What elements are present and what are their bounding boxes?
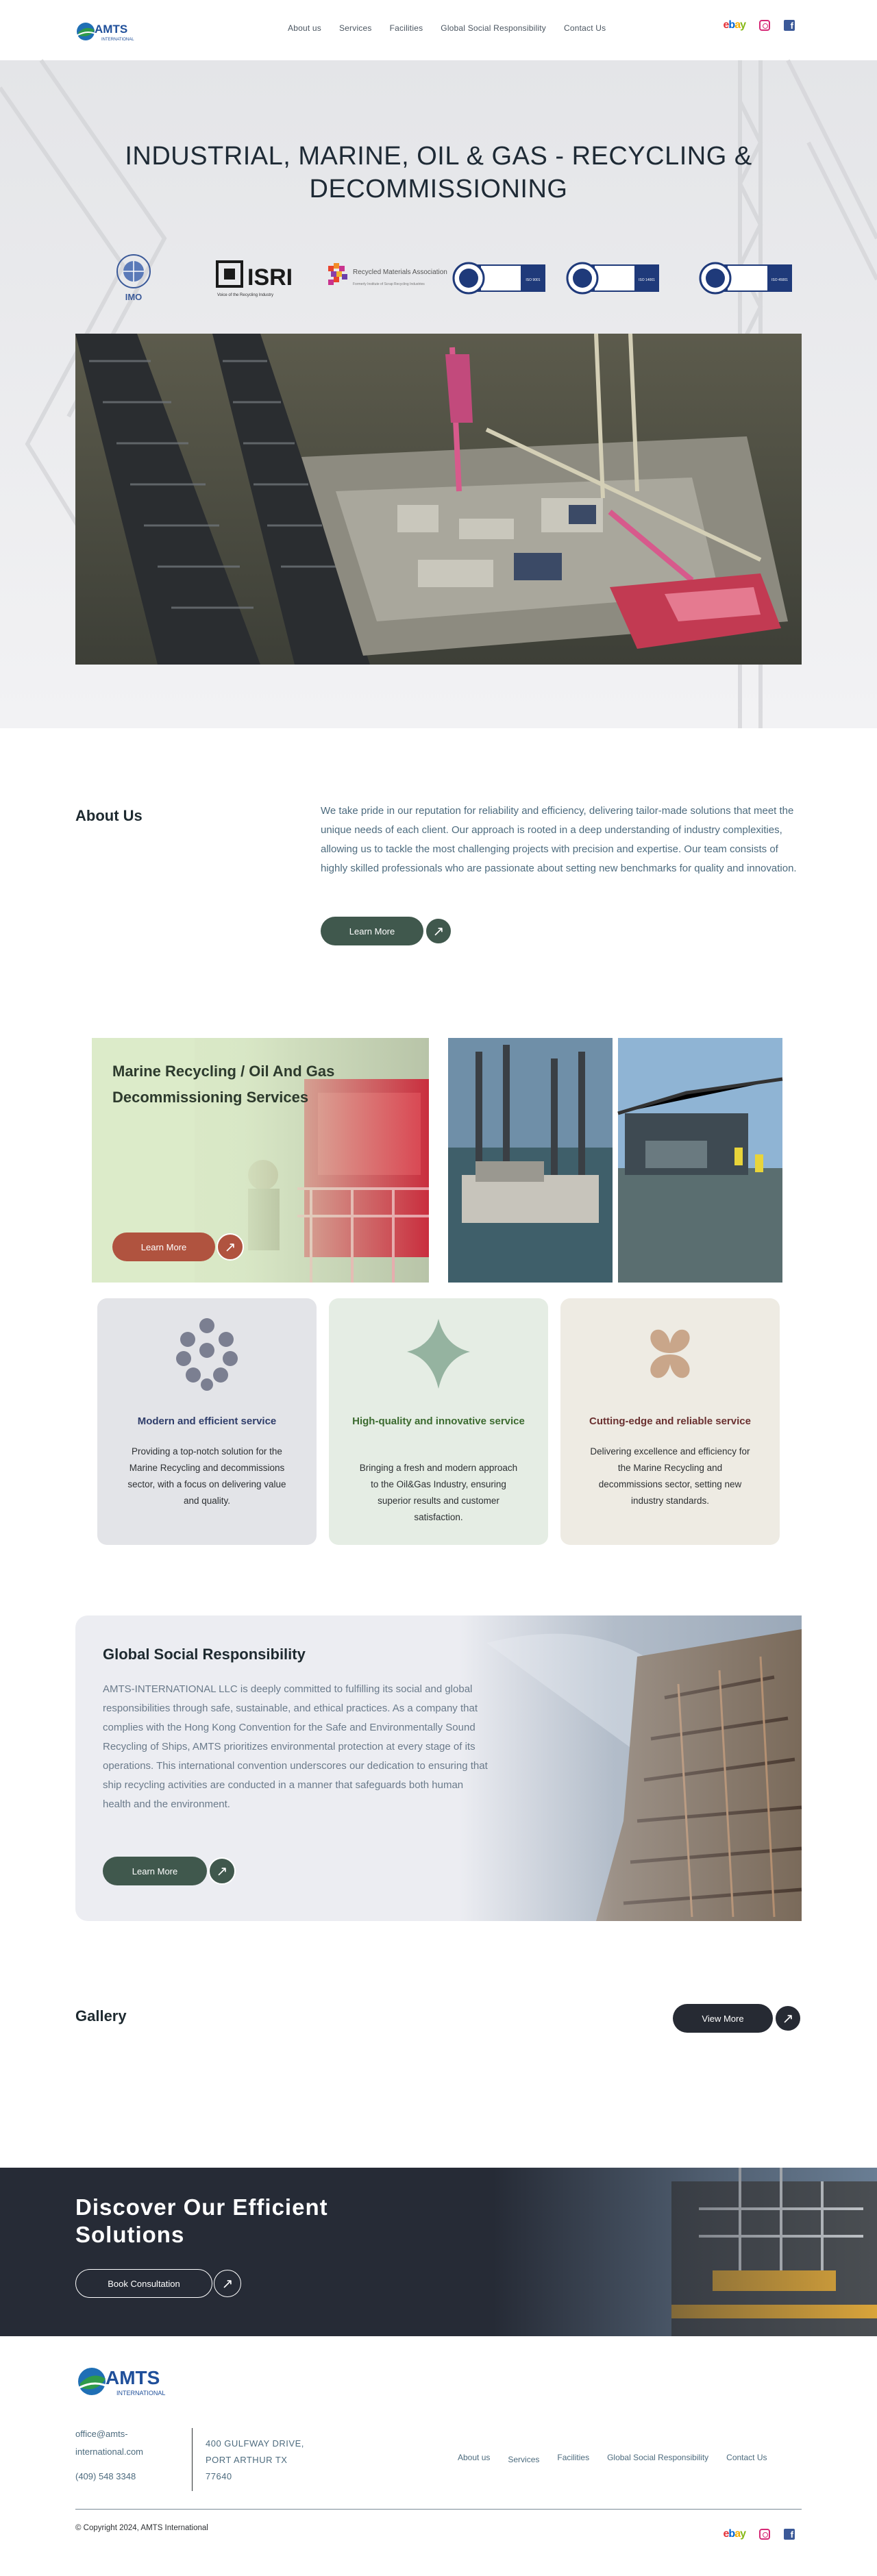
service-learn-more (112, 1233, 244, 1261)
service-card-title: Cutting-edge and reliable service (589, 1415, 751, 1427)
service-card-text: Providing a top-notch solution for the Marine Recycling and decommissions sector, with a focus on delivering value and quality. (127, 1446, 286, 1506)
service-feature-title: Marine Recycling / Oil And Gas Decommissioning Services (112, 1063, 335, 1106)
nav-facilities[interactable]: Facilities (389, 23, 423, 33)
instagram-icon[interactable] (759, 20, 770, 31)
nav-contact[interactable]: Contact Us (563, 23, 606, 33)
service-card-modern (97, 1298, 317, 1545)
about-learn-more-button[interactable]: Learn More (321, 917, 423, 945)
about-title: About Us (75, 807, 143, 824)
cta-title: Discover Our Efficient Solutions (75, 2194, 328, 2247)
service-card-title: Modern and efficient service (137, 1415, 277, 1427)
nav-services[interactable]: Services (338, 23, 372, 33)
about-text: We take pride in our reputation for reliability and efficiency, delivering tailor-made solutions that meet the unique needs of each client. Our approach is rooted in a deep understanding of industry complexities, allowing us to tackle the most challenging projects with precision and expertise. Our team consists of highly skilled professionals who are passionate about setting new benchmarks for quality and innovation. (321, 805, 797, 874)
service-card-title: High-quality and innovative service (352, 1415, 525, 1427)
iso-14001-badge (566, 252, 659, 304)
footer-nav-facilities[interactable]: Facilities (557, 2453, 590, 2462)
svg-text:AMTS: AMTS (106, 2367, 160, 2388)
sparkle-icon (404, 1316, 473, 1391)
svg-text:ISO 14001: ISO 14001 (639, 278, 655, 282)
dots-icon (173, 1316, 241, 1391)
svg-text:ISO 45001: ISO 45001 (771, 278, 788, 282)
iso-45001-badge (699, 252, 792, 304)
gsr-title: Global Social Responsibility (103, 1646, 306, 1663)
footer-contact (75, 2425, 178, 2486)
arrow-up-right-icon[interactable]: ↗ (774, 2005, 802, 2032)
imo-logo (110, 252, 158, 304)
site-header (0, 0, 877, 60)
arrow-up-right-icon[interactable]: ↗ (214, 2270, 241, 2297)
footer-email[interactable]: office@amts-international.com (75, 2429, 143, 2457)
gsr-text: AMTS-INTERNATIONAL LLC is deeply committed to fulfilling its social and global responsibilities through safe, sustainable, and ethical practices. As a company that complies with the Hong Kong Convention for the Safe and Environmentally Sound Recycling of Ships, AMTS prioritizes environmental protection at every stage of its operations. This international convention underscores our dedication to ensuring that ship recycling activities are conducted in a manner that safeguards both human health and the environment. (103, 1683, 488, 1810)
cta-banner (0, 2168, 877, 2336)
gsr-learn-more-button[interactable]: Learn More (103, 1857, 207, 1885)
footer-nav (458, 2453, 767, 2462)
instagram-icon[interactable] (759, 2529, 770, 2540)
gsr-learn-more (103, 1857, 236, 1885)
ship-scrap-photo (459, 1615, 802, 1921)
ebay-icon[interactable]: ebay (723, 19, 745, 31)
svg-text:Voice of the Recycling Industr: Voice of the Recycling Industry (217, 293, 274, 297)
gallery-title: Gallery (75, 2007, 127, 2024)
service-card-innovative (329, 1298, 548, 1545)
service-card-reliable (560, 1298, 780, 1545)
about-learn-more (321, 917, 452, 945)
svg-text:Formerly Institute of Scrap Re: Formerly Institute of Scrap Recycling Industries (353, 282, 425, 286)
nav-about[interactable]: About us (288, 23, 321, 33)
footer-address: 400 GULFWAY DRIVE, PORT ARTHUR TX 77640 (206, 2438, 304, 2481)
hero-title: INDUSTRIAL, MARINE, OIL & GAS - RECYCLING & DECOMMISSIONING (125, 142, 752, 203)
footer-social (724, 2528, 795, 2540)
footer-nav-about[interactable]: About us (458, 2453, 491, 2462)
hero-section (0, 60, 877, 728)
footer-rule (75, 2509, 802, 2510)
ebay-icon[interactable]: ebay (723, 2528, 745, 2540)
svg-text:Recycled Materials Association: Recycled Materials Association (353, 269, 447, 276)
service-learn-more-button[interactable]: Learn More (112, 1233, 215, 1261)
header-social (724, 19, 795, 32)
gallery-view-more-button[interactable]: View More (673, 2004, 773, 2033)
svg-text:INTERNATIONAL: INTERNATIONAL (116, 2390, 166, 2397)
certification-logos (96, 252, 795, 307)
clover-icon (636, 1316, 704, 1391)
amts-logo[interactable] (75, 15, 144, 45)
footer-nav-services[interactable]: Services (508, 2455, 540, 2464)
rig-photo-1 (448, 1038, 613, 1283)
nav-gsr[interactable]: Global Social Responsibility (441, 23, 546, 33)
svg-text:ISRI: ISRI (247, 264, 293, 290)
gallery-view-more (673, 2004, 802, 2033)
facebook-icon[interactable]: f (784, 20, 795, 31)
svg-text:ISO 9001: ISO 9001 (526, 278, 541, 282)
footer-divider (192, 2428, 193, 2491)
arrow-up-right-icon[interactable]: ↗ (425, 917, 452, 945)
arrow-up-right-icon[interactable]: ↗ (208, 1857, 236, 1885)
facebook-icon[interactable]: f (784, 2529, 795, 2540)
svg-text:INTERNATIONAL: INTERNATIONAL (101, 38, 134, 42)
service-card-text: Delivering excellence and efficiency for the Marine Recycling and decommissions sector, setting new industry standards. (590, 1446, 750, 1506)
arrow-up-right-icon[interactable]: ↗ (217, 1233, 244, 1261)
gsr-section (75, 1615, 802, 1921)
book-consultation-button[interactable]: Book Consultation (75, 2269, 212, 2298)
main-nav (288, 23, 606, 33)
copyright: © Copyright 2024, AMTS International (75, 2524, 208, 2532)
footer-nav-contact[interactable]: Contact Us (726, 2453, 767, 2462)
footer-amts-logo[interactable] (75, 2357, 178, 2402)
rma-logo (325, 252, 447, 304)
book-consultation (75, 2269, 241, 2298)
service-card-text: Bringing a fresh and modern approach to the Oil&Gas Industry, ensuring superior results and customer satisfaction. (359, 1463, 518, 1522)
offshore-rig-photo (493, 2168, 877, 2336)
rig-photo-2 (618, 1038, 782, 1283)
iso-9001-badge (452, 252, 545, 304)
service-feature-card (92, 1038, 429, 1283)
hero-rig-photo (75, 334, 802, 665)
footer-nav-gsr[interactable]: Global Social Responsibility (607, 2453, 709, 2462)
svg-text:AMTS: AMTS (95, 23, 128, 36)
footer-phone[interactable]: (409) 548 3348 (75, 2471, 136, 2481)
isri-logo (216, 252, 291, 304)
svg-text:IMO: IMO (125, 292, 143, 302)
